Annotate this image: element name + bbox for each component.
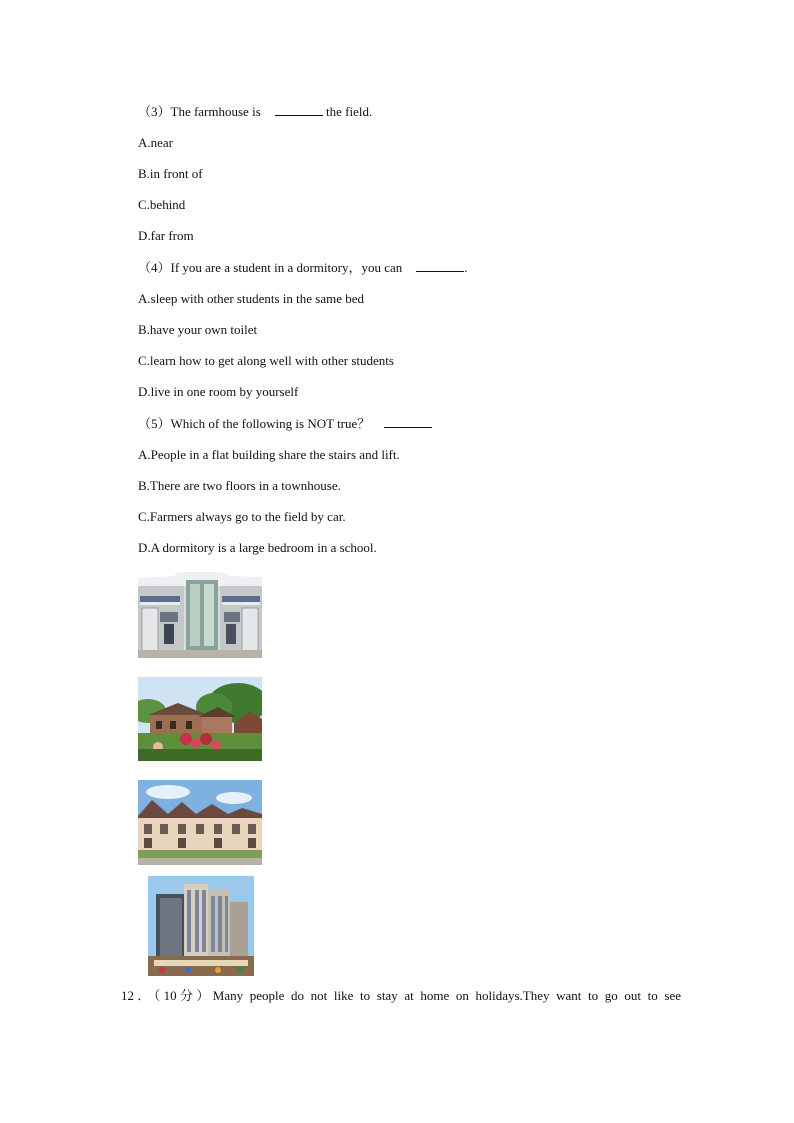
question-4-text: （4）If you are a student in a dormitory，you can: [138, 260, 403, 275]
question-5-text: （5）Which of the following is NOT true？: [138, 416, 371, 431]
flat-building-photo: [148, 876, 254, 976]
option-4b: B.have your own toilet: [138, 322, 258, 337]
option-4a: A.sleep with other students in the same bed: [138, 291, 365, 306]
option-3a: A.near: [138, 135, 174, 150]
farmhouse-photo: [138, 677, 262, 761]
answer-blank: [416, 260, 464, 272]
option-5c: C.Farmers always go to the field by car.: [138, 509, 346, 524]
question-3-text: （3）The farmhouse is: [138, 104, 261, 119]
option-5a: A.People in a flat building share the stairs and lift.: [138, 447, 400, 462]
option-3d: D.far from: [138, 228, 194, 243]
option-4d: D.live in one room by yourself: [138, 384, 299, 399]
question-4-text-end: .: [464, 260, 468, 275]
question-4-stem: [138, 260, 468, 276]
question-5-stem: [138, 416, 432, 432]
option-3b: B.in front of: [138, 166, 203, 181]
option-5b: B.There are two floors in a townhouse.: [138, 478, 341, 493]
townhouse-photo: [138, 780, 262, 865]
question-3-stem: [138, 104, 372, 120]
dormitory-photo: [138, 572, 262, 658]
answer-blank: [384, 416, 432, 428]
option-3c: C.behind: [138, 197, 186, 212]
answer-blank: [275, 104, 323, 116]
option-4c: C.learn how to get along well with other students: [138, 353, 394, 368]
question-12-text: 12．（10分）Many people do not like to stay at home on holidays.They want to go out to see: [121, 988, 681, 1003]
option-5d: D.A dormitory is a large bedroom in a school.: [138, 540, 377, 555]
question-3-text-end: the field.: [322, 104, 373, 119]
